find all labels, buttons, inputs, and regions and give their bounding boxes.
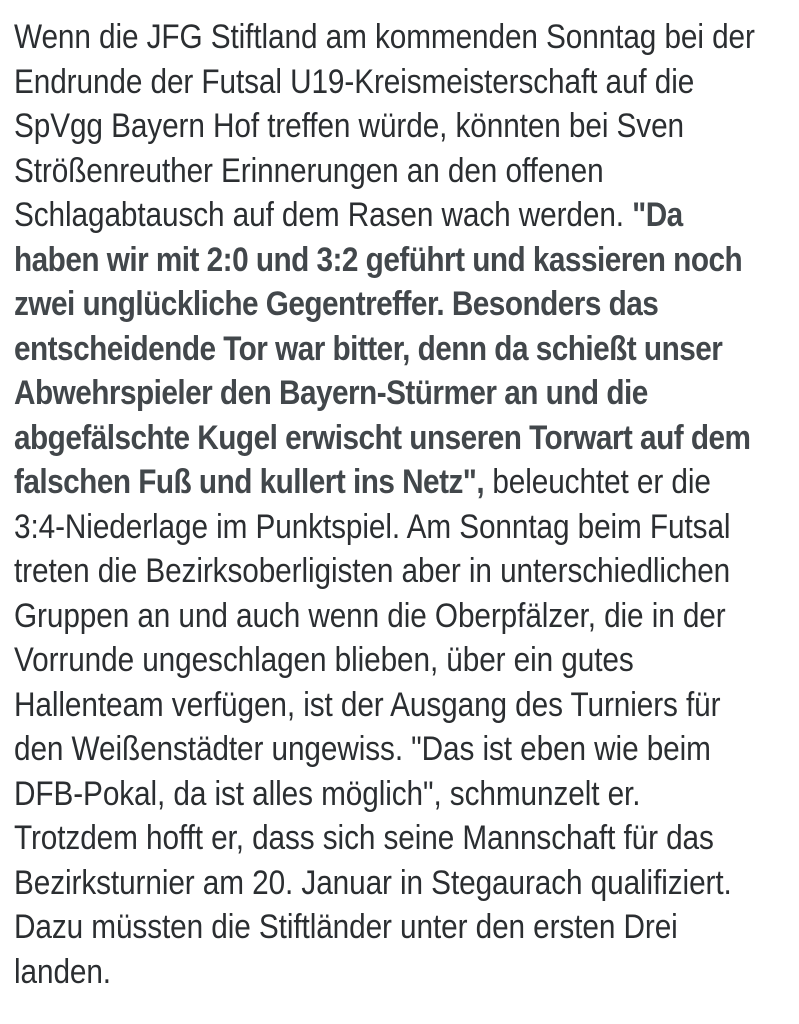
text-line: [14, 238, 799, 283]
bold-text-segment: Abwehrspieler den Bayern-Stürmer an und die: [14, 374, 648, 412]
text-line: [14, 371, 799, 416]
bold-text-segment: falschen Fuß und kullert ins Netz",: [14, 463, 485, 501]
text-segment: Bezirksturnier am 20. Januar in Stegaurach qualifiziert.: [14, 863, 732, 902]
text-segment: landen.: [14, 952, 112, 991]
text-line: [14, 505, 799, 550]
text-line: [14, 861, 799, 906]
text-line: [14, 15, 799, 60]
text-line: [14, 149, 799, 194]
text-segment: Strößenreuther Erinnerungen an den offenen: [14, 151, 604, 190]
text-segment: beleuchtet er die: [484, 463, 711, 501]
text-line: [14, 594, 799, 639]
bold-text-segment: entscheidende Tor war bitter, denn da schießt unser: [14, 329, 723, 368]
text-segment: Vorrunde ungeschlagen blieben, über ein gutes: [14, 641, 634, 679]
text-line: [14, 549, 799, 594]
bold-text-segment: abgefälschte Kugel erwischt unseren Torwart auf dem: [14, 418, 751, 457]
text-segment: Schlagabtausch auf dem Rasen wach werden.: [14, 196, 633, 234]
text-segment: Gruppen an und auch wenn die Oberpfälzer, die in der: [14, 596, 726, 635]
bold-text-segment: haben wir mit 2:0 und 3:2 geführt und kassieren noch: [14, 240, 743, 279]
text-line: [14, 905, 799, 950]
text-line: [14, 727, 799, 772]
text-segment: Wenn die JFG Stiftland am kommenden Sonntag bei der: [14, 18, 755, 56]
text-segment: DFB-Pokal, da ist alles möglich", schmunzelt er.: [14, 774, 641, 813]
text-segment: den Weißenstädter ungewiss. "Das ist eben wie beim: [14, 730, 711, 768]
text-line: [14, 638, 799, 683]
text-segment: treten die Bezirksoberligisten aber in unterschiedlichen: [14, 552, 731, 590]
text-line: [14, 683, 799, 728]
bold-text-segment: zwei unglückliche Gegentreffer. Besonders das: [14, 285, 659, 323]
bold-text-segment: "Da: [632, 196, 683, 234]
text-segment: Dazu müssten die Stiftländer unter den ersten Drei: [14, 908, 678, 946]
text-segment: Trotzdem hofft er, dass sich seine Mannschaft für das: [14, 819, 714, 857]
text-segment: Hallenteam verfügen, ist der Ausgang des Turniers für: [14, 685, 721, 724]
text-line: [14, 460, 799, 505]
text-line: [14, 193, 799, 238]
text-line: [14, 60, 799, 105]
text-segment: Endrunde der Futsal U19-Kreismeisterschaft auf die: [14, 62, 695, 101]
text-line: [14, 327, 799, 372]
text-segment: 3:4-Niederlage im Punktspiel. Am Sonntag beim Futsal: [14, 507, 731, 546]
text-line: [14, 950, 799, 995]
text-line: [14, 416, 799, 461]
article-body: [14, 15, 799, 994]
text-segment: SpVgg Bayern Hof treffen würde, könnten bei Sven: [14, 107, 685, 145]
text-line: [14, 816, 799, 861]
text-line: [14, 282, 799, 327]
text-line: [14, 104, 799, 149]
text-line: [14, 772, 799, 817]
